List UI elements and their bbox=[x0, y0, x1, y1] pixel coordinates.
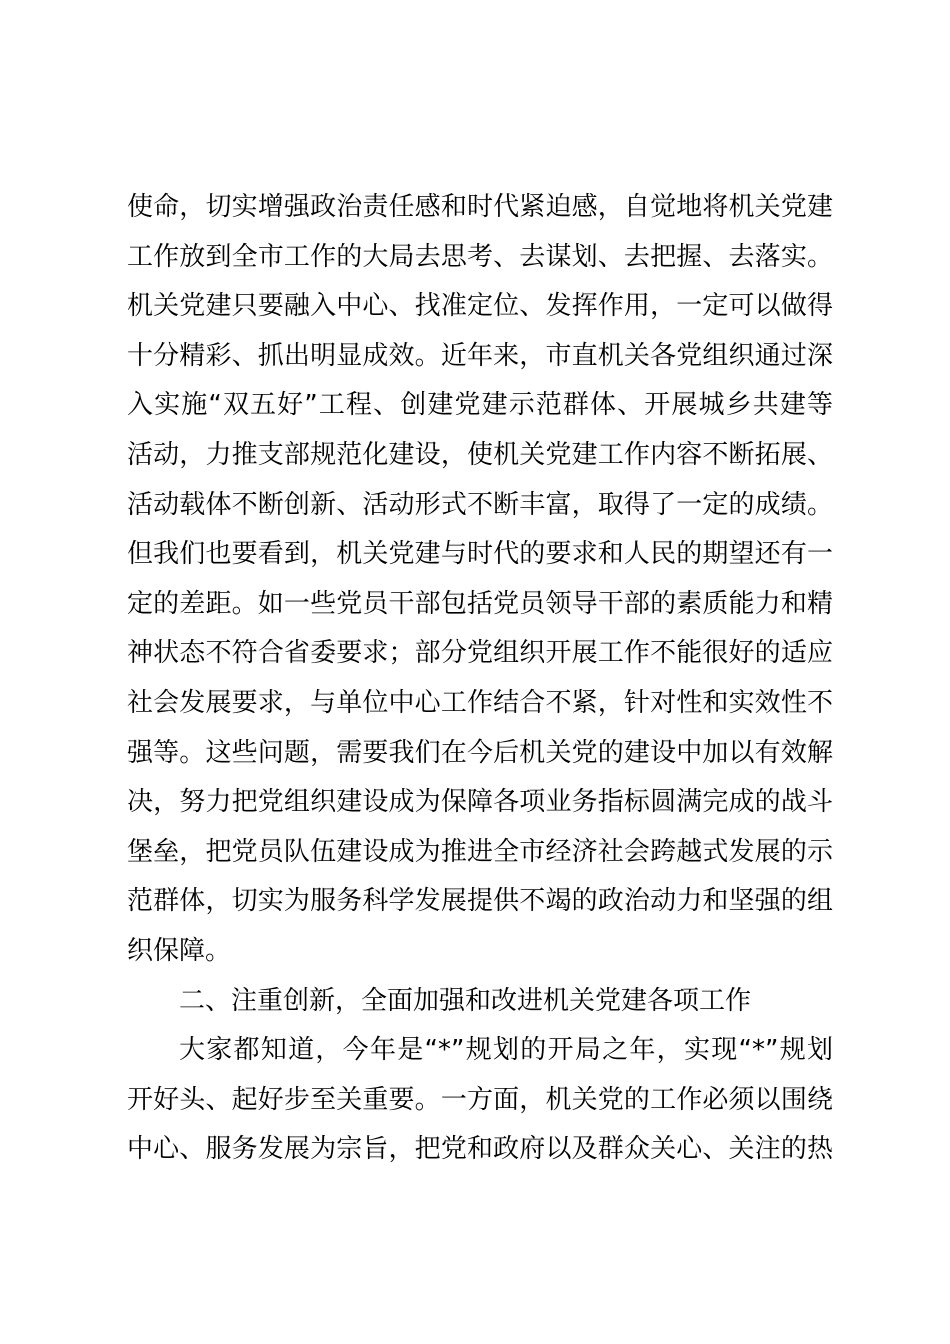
text-line: 十分精彩、抓出明显成效。近年来，市直机关各党组织通过深 bbox=[127, 340, 833, 371]
text-line: 活动，力推支部规范化建设，使机关党建工作内容不断拓展、 bbox=[127, 439, 833, 470]
text-line: 入实施“双五好”工程、创建党建示范群体、开展城乡共建等 bbox=[127, 390, 833, 421]
text-line: 工作放到全市工作的大局去思考、去谋划、去把握、去落实。 bbox=[127, 241, 833, 272]
text-line: 活动载体不断创新、活动形式不断丰富，取得了一定的成绩。 bbox=[127, 489, 833, 520]
text-line: 社会发展要求，与单位中心工作结合不紧，针对性和实效性不 bbox=[127, 687, 833, 718]
document-body bbox=[127, 183, 833, 1175]
text-line: 堡垒，把党员队伍建设成为推进全市经济社会跨越式发展的示 bbox=[127, 836, 833, 867]
paragraph-continuation bbox=[127, 183, 833, 977]
text-line: 定的差距。如一些党员干部包括党员领导干部的素质能力和精 bbox=[127, 588, 833, 619]
text-line: 织保障。 bbox=[127, 935, 232, 966]
paragraph-final bbox=[127, 1026, 833, 1175]
text-line: 但我们也要看到，机关党建与时代的要求和人民的期望还有一 bbox=[127, 539, 833, 570]
text-line: 强等。这些问题，需要我们在今后机关党的建设中加以有效解 bbox=[127, 737, 833, 768]
text-line: 使命，切实增强政治责任感和时代紧迫感，自觉地将机关党建 bbox=[127, 192, 833, 222]
text-line: 决，努力把党组织建设成为保障各项业务指标圆满完成的战斗 bbox=[127, 787, 833, 818]
text-line: 中心、服务发展为宗旨，把党和政府以及群众关心、关注的热 bbox=[127, 1134, 833, 1165]
section-heading-text: 二、注重创新，全面加强和改进机关党建各项工作 bbox=[179, 985, 752, 1016]
text-line: 范群体，切实为服务科学发展提供不竭的政治动力和坚强的组 bbox=[127, 886, 833, 917]
section-heading bbox=[127, 977, 833, 1027]
text-line: 开好头、起好步至关重要。一方面，机关党的工作必须以围绕 bbox=[127, 1084, 833, 1115]
text-line: 大家都知道，今年是“*”规划的开局之年，实现“*”规划 bbox=[179, 1035, 833, 1066]
text-line: 机关党建只要融入中心、找准定位、发挥作用，一定可以做得 bbox=[127, 291, 833, 322]
text-line: 神状态不符合省委要求；部分党组织开展工作不能很好的适应 bbox=[127, 638, 833, 669]
